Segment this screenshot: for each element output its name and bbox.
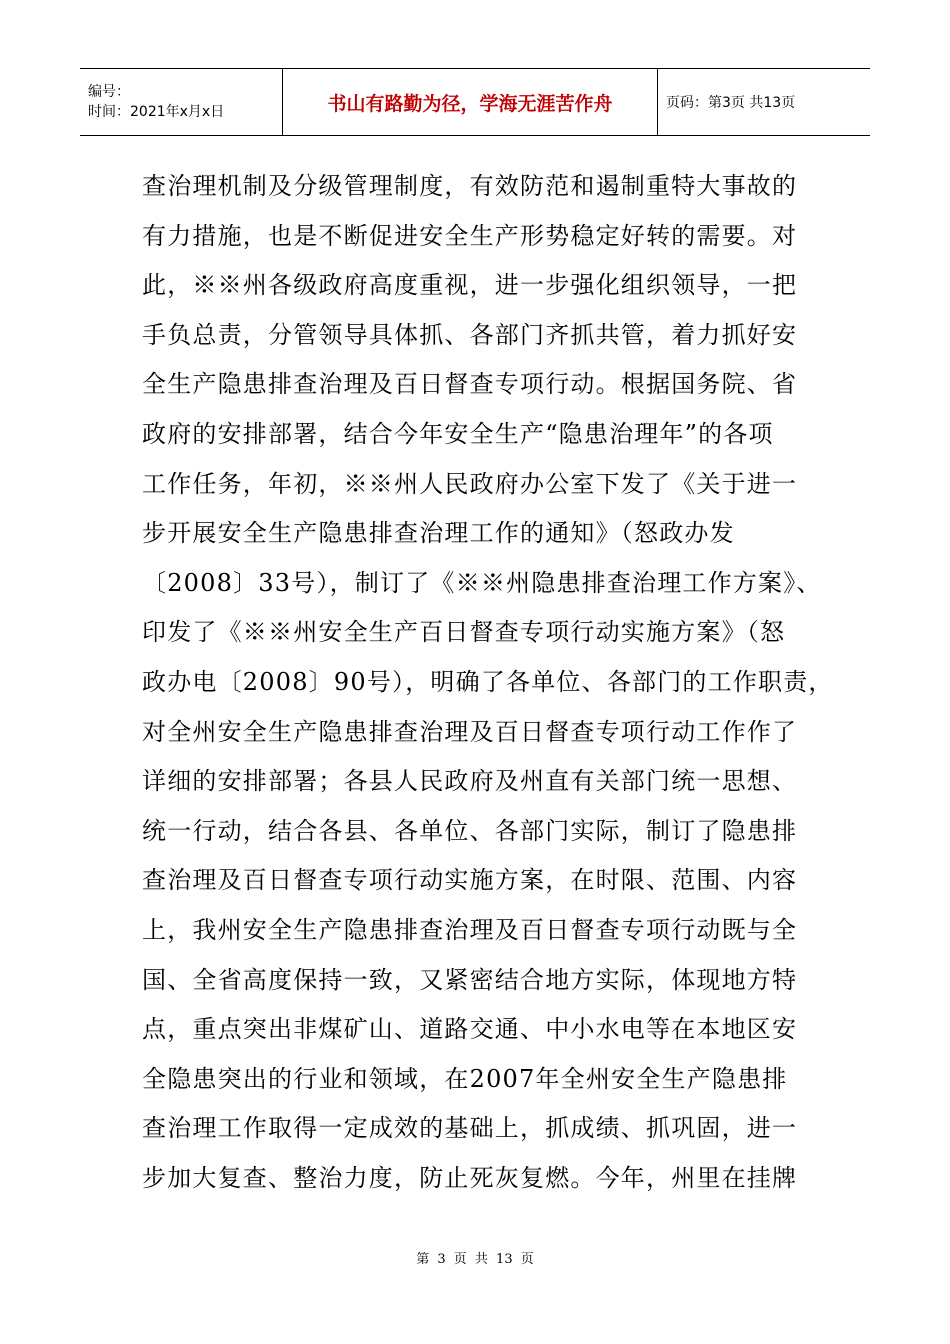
body-line: 统一行动，结合各县、各单位、各部门实际，制订了隐患排 [142,816,798,845]
body-line: 查治理及百日督查专项行动实施方案，在时限、范围、内容 [142,866,798,895]
body-line: 查治理工作取得一定成效的基础上，抓成绩、抓巩固，进一 [142,1114,798,1143]
body-line: 点，重点突出非煤矿山、道路交通、中小水电等在本地区安 [142,1015,798,1044]
body-line: 全生产隐患排查治理及百日督查专项行动。根据国务院、省 [142,370,798,399]
document-body [142,162,834,1203]
body-line: 上，我州安全生产隐患排查治理及百日督查专项行动既与全 [142,915,798,944]
body-line: 步开展安全生产隐患排查治理工作的通知》（怒政办发 [142,519,735,548]
body-line: 查治理机制及分级管理制度，有效防范和遏制重特大事故的 [142,172,798,200]
header-page-info [658,69,870,135]
body-line: 对全州安全生产隐患排查治理及百日督查专项行动工作作了 [142,717,798,746]
body-line: 印发了《※※州安全生产百日督查专项行动实施方案》（怒 [142,618,786,647]
body-line: 详细的安排部署；各县人民政府及州直有关部门统一思想、 [142,767,798,796]
page-header [80,68,870,136]
body-line: 工作任务，年初，※※州人民政府办公室下发了《关于进一 [142,469,798,498]
page-info-text: 页码：第3页 共13页 [666,95,796,111]
motto-text: 书山有路勤为径，学海无涯苦作舟 [327,92,613,115]
header-meta [80,69,282,135]
header-motto [282,69,658,135]
body-line: 〔2008〕33号），制订了《※※州隐患排查治理工作方案》、 [142,568,822,597]
body-line: 步加大复查、整治力度，防止死灰复燃。今年，州里在挂牌 [142,1163,798,1192]
body-line: 此，※※州各级政府高度重视，进一步强化组织领导，一把 [142,271,798,300]
body-line: 有力措施，也是不断促进安全生产形势稳定好转的需要。对 [142,221,798,250]
body-line: 全隐患突出的行业和领域，在2007年全州安全生产隐患排 [142,1064,788,1093]
footer-page-number: 第 3 页 共 13 页 [416,1252,534,1267]
document-date: 时间：2021年x月x日 [88,104,225,120]
page-footer [0,1248,950,1267]
body-line: 手负总责，分管领导具体抓、各部门齐抓共管，着力抓好安 [142,320,798,349]
body-line: 国、全省高度保持一致，又紧密结合地方实际，体现地方特 [142,965,798,994]
body-line: 政办电〔2008〕90号），明确了各单位、各部门的工作职责， [142,667,834,696]
document-number-label: 编号： [88,84,130,100]
body-line: 政府的安排部署，结合今年安全生产“隐患治理年”的各项 [142,419,774,448]
